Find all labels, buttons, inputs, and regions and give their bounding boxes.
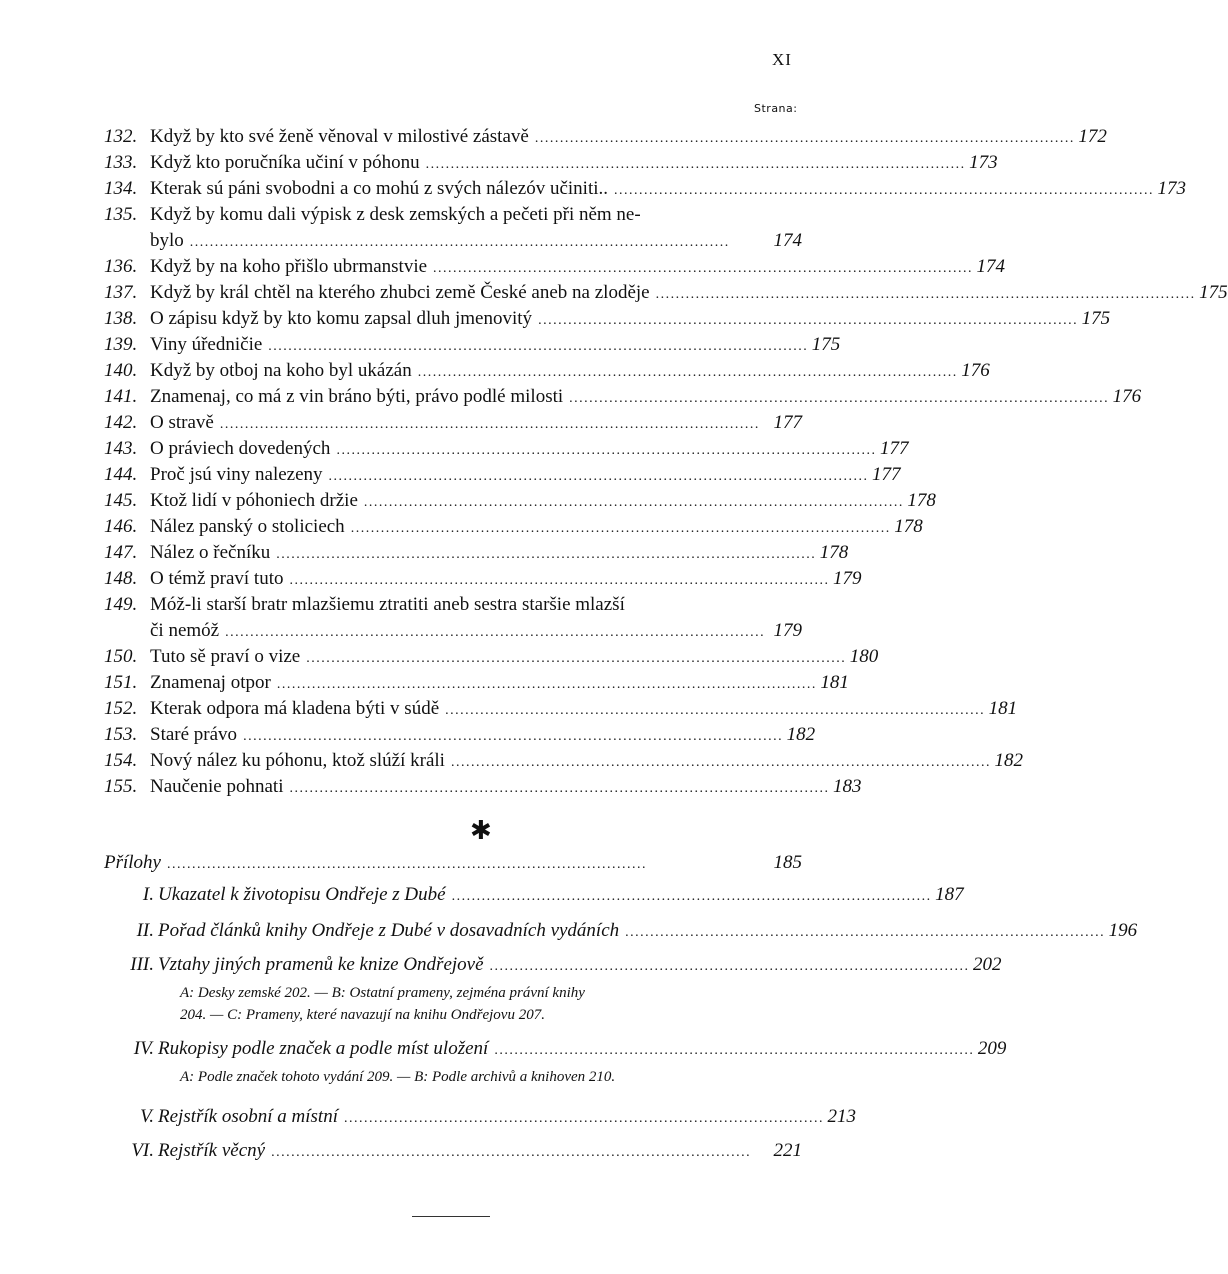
entry-number: 153. [104,724,138,745]
entry-page: 182 [994,750,1023,771]
entry-number: 143. [104,438,138,459]
appendix-IV-subline: A: Podle značek tohoto vydání 209. — B: Podle archivů a knihoven 210. [180,1069,616,1085]
toc-entry-138 [104,308,1111,334]
entry-number: 133. [104,152,138,173]
appendix-number: V. [140,1106,154,1127]
entry-number: 148. [104,568,138,589]
toc-entry-153 [104,724,816,750]
entry-number: 135. [104,204,138,225]
entry-page: 209 [977,1038,1007,1059]
leader-dots [344,1106,822,1128]
appendix-number: I. [142,884,154,905]
appendix-VI [104,1140,802,1170]
entry-title: Naučenie pohnati [150,776,284,797]
leader-dots [276,542,814,564]
entry-number: 154. [104,750,138,771]
page-column-header: Strana: [754,102,798,115]
entry-number: 134. [104,178,138,199]
entry-number: 141. [104,386,138,407]
entry-title: Kterak sú páni svobodni a co mohú z svých nálezóv učiniti.. [150,178,609,199]
entry-title: Nový nález ku póhonu, ktož slúží králi [150,750,445,771]
entry-title: Nález o řečníku [150,542,271,563]
entry-page: 175 [811,334,841,355]
entry-title-continued: či nemóž [150,620,220,641]
leader-dots [494,1038,972,1060]
toc-entry-136 [104,256,1006,282]
entry-title: Když by otboj na koho byl ukázán [150,360,412,381]
leader-dots [452,884,930,906]
entry-page: 196 [1108,920,1138,941]
toc-entry-146 [104,516,923,542]
entry-page: 185 [773,852,802,873]
leader-dots [243,724,781,746]
toc-entry-141 [104,386,1142,412]
appendix-title: Pořad článků knihy Ondřeje z Dubé v dosavadních vydáních [158,920,620,941]
entry-title: O práviech dovedených [150,438,331,459]
leader-dots [451,750,989,772]
toc-entry-132 [104,126,1107,152]
entry-page: 179 [833,568,862,589]
toc-entry-145 [104,490,936,516]
leader-dots [329,464,867,486]
leader-dots [306,646,844,668]
appendix-number: III. [130,954,154,975]
entry-page: 180 [849,646,879,667]
entry-number: 155. [104,776,138,797]
leader-dots [538,308,1076,330]
entry-title: Staré právo [150,724,238,745]
appendix-III [104,954,1002,982]
entry-number: 139. [104,334,138,355]
entry-title: Viny úředničie [150,334,263,355]
entry-page: 179 [773,620,802,641]
toc-entry-135-cont [104,230,802,256]
toc-entry-133 [104,152,998,178]
leader-dots [225,620,767,642]
appendices-heading [104,852,802,884]
entry-number: 150. [104,646,138,667]
entry-title: Když by komu dali výpisk z desk zemských a pečeti při něm ne- [150,204,641,225]
entry-page: 173 [969,152,998,173]
appendix-II [104,920,1138,954]
leader-dots [351,516,889,538]
leader-dots [490,954,968,976]
toc-entry-142 [104,412,802,438]
entry-page: 178 [894,516,923,537]
bottom-divider [412,1216,490,1217]
page-number: XI [772,50,792,69]
toc-list [104,126,1228,802]
leader-dots [167,852,768,874]
toc-entry-152 [104,698,1018,724]
entry-number: 149. [104,594,138,615]
entry-number: 151. [104,672,138,693]
entry-title: Když by na koho přišlo ubrmanstvie [150,256,428,277]
entry-page: 183 [832,776,862,797]
toc-entry-134 [104,178,1187,204]
appendix-title: Rejstřík věcný [158,1140,266,1161]
entry-title: Když by král chtěl na kterého zhubci země České aneb na zloděje [150,282,650,303]
appendix-III-subline: A: Desky zemské 202. — B: Ostatní prameny, zejména právní knihy [180,985,585,1001]
leader-dots [426,152,964,174]
asterisk-separator-icon: ✱ [470,816,492,845]
entry-title: Móž-li starší bratr mlazšiemu ztratiti aneb sestra staršie mlazší [150,594,625,615]
entry-page: 202 [973,954,1002,975]
appendix-I [104,884,964,920]
entry-title: Proč jsú viny nalezeny [150,464,323,485]
appendix-title: Rejstřík osobní a místní [158,1106,338,1127]
entry-page: 172 [1078,126,1107,147]
entry-page: 176 [1112,386,1142,407]
appendix-title: Ukazatel k životopisu Ondřeje z Dubé [158,884,446,905]
entry-number: 142. [104,412,138,433]
entry-page: 213 [827,1106,856,1127]
entry-number: 146. [104,516,138,537]
entry-number: 147. [104,542,138,563]
toc-entry-149 [104,594,802,620]
toc-entry-137 [104,282,1228,308]
appendix-III-subline: 204. — C: Prameny, které navazují na knihu Ondřejovu 207. [180,1007,545,1023]
entry-title: O zápisu když by kto komu zapsal dluh jmenovitý [150,308,533,329]
toc-entry-151 [104,672,849,698]
leader-dots [445,698,983,720]
appendix-title: Rukopisy podle značek a podle míst uložení [158,1038,489,1059]
entry-page: 221 [773,1140,802,1161]
appendix-number: II. [136,920,154,941]
entry-page: 175 [1199,282,1228,303]
appendices-list [104,852,1138,1170]
entry-page: 176 [961,360,990,381]
entry-number: 132. [104,126,138,147]
leader-dots [336,438,874,460]
leader-dots [277,672,815,694]
entry-title: Když kto poručníka učiní v póhonu [150,152,420,173]
leader-dots [190,230,768,252]
entry-title: Tuto sě praví o vize [150,646,301,667]
entry-page: 173 [1157,178,1187,199]
toc-entry-143 [104,438,909,464]
entry-page: 178 [819,542,849,563]
appendix-number: VI. [131,1140,154,1161]
leader-dots [433,256,971,278]
leader-dots [656,282,1194,304]
leader-dots [268,334,806,356]
leader-dots [614,178,1152,200]
leader-dots [364,490,902,512]
entry-number: 145. [104,490,138,511]
toc-entry-154 [104,750,1023,776]
leader-dots [535,126,1073,148]
toc-entry-135 [104,204,802,230]
toc-entry-144 [104,464,901,490]
entry-title: Když by kto své ženě věnoval v milostivé zástavě [150,126,529,147]
entry-number: 152. [104,698,138,719]
leader-dots [289,776,827,798]
leader-dots [271,1140,767,1162]
entry-title: O témž praví tuto [150,568,284,589]
leader-dots [418,360,956,382]
appendices-title: Přílohy [104,852,161,873]
entry-title: O stravě [150,412,214,433]
toc-entry-139 [104,334,841,360]
entry-page: 181 [820,672,849,693]
appendix-V [104,1106,856,1140]
toc-entry-147 [104,542,849,568]
entry-number: 144. [104,464,138,485]
entry-page: 174 [773,230,802,251]
toc-entry-155 [104,776,862,802]
entry-number: 140. [104,360,138,381]
entry-page: 177 [773,412,802,433]
entry-page: 182 [786,724,816,745]
entry-number: 137. [104,282,138,303]
toc-entry-140 [104,360,990,386]
appendix-title: Vztahy jiných pramenů ke knize Ondřejově [158,954,484,975]
entry-title: Znamenaj, co má z vin bráno býti, právo podlé milosti [150,386,564,407]
leader-dots [290,568,828,590]
entry-page: 174 [976,256,1006,277]
appendix-IV [104,1038,1007,1066]
entry-page: 177 [872,464,901,485]
entry-title: Nález panský o stoliciech [150,516,345,537]
entry-page: 177 [879,438,909,459]
leader-dots [220,412,768,434]
toc-entry-150 [104,646,879,672]
entry-page: 187 [935,884,964,905]
entry-title: Znamenaj otpor [150,672,271,693]
entry-title: Ktož lidí v póhoniech držie [150,490,358,511]
leader-dots [569,386,1107,408]
appendix-number: IV. [133,1038,154,1059]
entry-title: Kterak odpora má kladena býti v súdě [150,698,440,719]
toc-entry-148 [104,568,862,594]
entry-title-continued: bylo [150,230,184,251]
entry-number: 136. [104,256,138,277]
entry-page: 181 [988,698,1018,719]
leader-dots [625,920,1103,942]
entry-number: 138. [104,308,138,329]
entry-page: 175 [1081,308,1111,329]
entry-page: 178 [907,490,936,511]
toc-entry-149-cont [104,620,802,646]
